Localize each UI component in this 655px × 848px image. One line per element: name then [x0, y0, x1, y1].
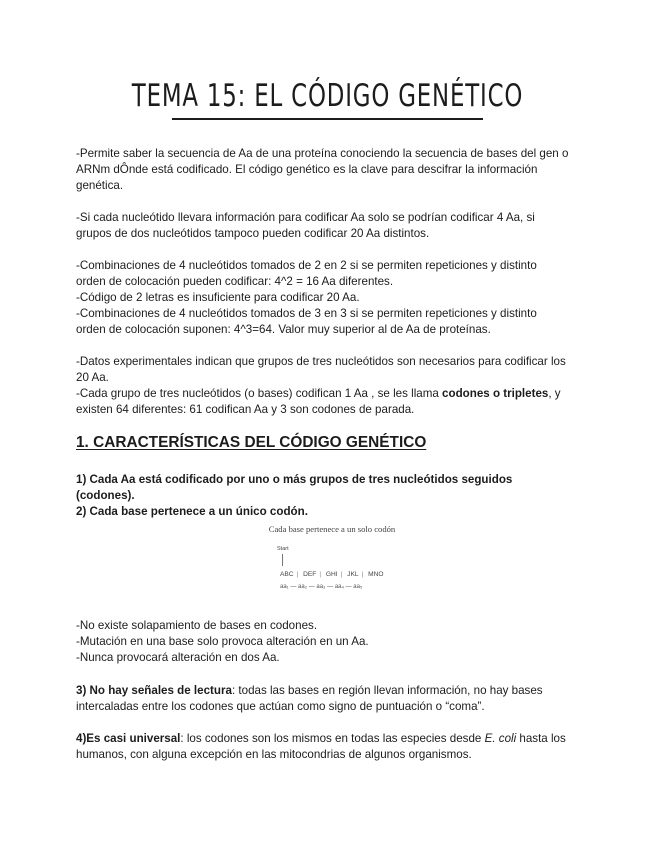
page-title: TEMA 15: EL CÓDIGO GENÉTICO — [131, 78, 524, 114]
item-4 — [76, 731, 588, 763]
item-3 — [76, 683, 588, 715]
text-run: , y — [548, 387, 561, 400]
text-run: -Cada grupo de tres nucleótidos (o bases) codifican 1 Aa , se les llama — [76, 387, 443, 400]
text-line — [76, 731, 588, 747]
text-line: grupos de dos nucleótidos tampoco pueden codificar 20 Aa distintos. — [76, 227, 430, 240]
codon-label: DEF — [303, 571, 317, 578]
divider: | — [296, 571, 299, 578]
start-label: Start — [277, 546, 289, 552]
text-line: genética. — [76, 179, 124, 192]
text-line: -Código de 2 letras es insuficiente para codificar 20 Aa. — [76, 291, 360, 304]
divider: | — [340, 571, 343, 578]
text-run: hasta los — [516, 732, 566, 745]
codon-label: GHI — [325, 571, 338, 578]
text-line: -Permite saber la secuencia de Aa de una proteína conociendo la secuencia de bases del gen o — [76, 147, 569, 160]
codon-label: MNO — [368, 571, 384, 578]
text-line: 1) Cada Aa está codificado por uno o más grupos de tres nucleótidos seguidos — [76, 473, 513, 486]
intro-paragraph-4 — [76, 354, 588, 418]
text-line: ARNm dÔnde está codificado. El código genético es la clave para descifrar la información — [76, 163, 538, 176]
text-line: (codones). — [76, 489, 135, 502]
intro-paragraph-2 — [76, 210, 588, 242]
bold-term: codones o tripletes — [442, 387, 549, 400]
codon-label: JKL — [347, 571, 359, 578]
bold-term: 3) No hay señales de lectura — [76, 684, 232, 697]
text-line: orden de colocación pueden codificar: 4^2 = 16 Aa diferentes. — [76, 275, 394, 288]
divider: | — [361, 571, 364, 578]
start-arrow-icon — [282, 554, 283, 566]
intro-paragraph-3 — [76, 258, 588, 338]
codon-row — [280, 571, 387, 578]
text-run: : todas las bases en región llevan información, no hay bases — [231, 684, 543, 697]
codon-figure — [262, 524, 402, 599]
title-underline — [172, 118, 483, 120]
italic-term: E. coli — [484, 732, 517, 745]
text-line: -Si cada nucleótido llevara información para codificar Aa solo se podrían codificar 4 Aa, si — [76, 211, 535, 224]
item-1 — [76, 472, 588, 520]
text-line: -Mutación en una base solo provoca alteración en un Aa. — [76, 635, 369, 648]
text-line: -Nunca provocará alteración en dos Aa. — [76, 651, 280, 664]
divider: | — [319, 571, 322, 578]
intro-paragraph-1 — [76, 146, 588, 194]
section-heading: 1. CARACTERÍSTICAS DEL CÓDIGO GENÉTICO — [76, 434, 427, 451]
bold-term: 4)Es casi universal — [76, 732, 181, 745]
amino-acid-row: aa₁ — aa₂ — aa₃ — aa₄ — aa₅ — [280, 584, 363, 590]
text-line: orden de colocación suponen: 4^3=64. Valor muy superior al de Aa de proteínas. — [76, 323, 491, 336]
text-line: -Combinaciones de 4 nucleótidos tomados de 2 en 2 si se permiten repeticiones y distinto — [76, 259, 537, 272]
text-line: -No existe solapamiento de bases en codones. — [76, 619, 318, 632]
item-2: 2) Cada base pertenece a un único codón. — [76, 505, 308, 518]
text-line: humanos, con alguna excepción en las mitocondrias de algunos organismos. — [76, 748, 472, 761]
text-line — [76, 386, 588, 402]
text-line: 20 Aa. — [76, 371, 109, 384]
text-line — [76, 683, 588, 699]
codon-label: ABC — [280, 571, 294, 578]
text-line: -Combinaciones de 4 nucleótidos tomados de 3 en 3 si se permiten repeticiones y distinto — [76, 307, 537, 320]
text-line: existen 64 diferentes: 61 codifican Aa y 3 son codones de parada. — [76, 403, 415, 416]
text-line: -Datos experimentales indican que grupos de tres nucleótidos son necesarios para codificar los — [76, 355, 566, 368]
text-line: intercaladas entre los codones que actúan como signo de puntuación o “coma”. — [76, 700, 485, 713]
figure-caption: Cada base pertenece a un solo codón — [268, 524, 396, 534]
notes-paragraph — [76, 618, 588, 666]
text-run: : los codones son los mismos en todas las especies desde — [180, 732, 485, 745]
